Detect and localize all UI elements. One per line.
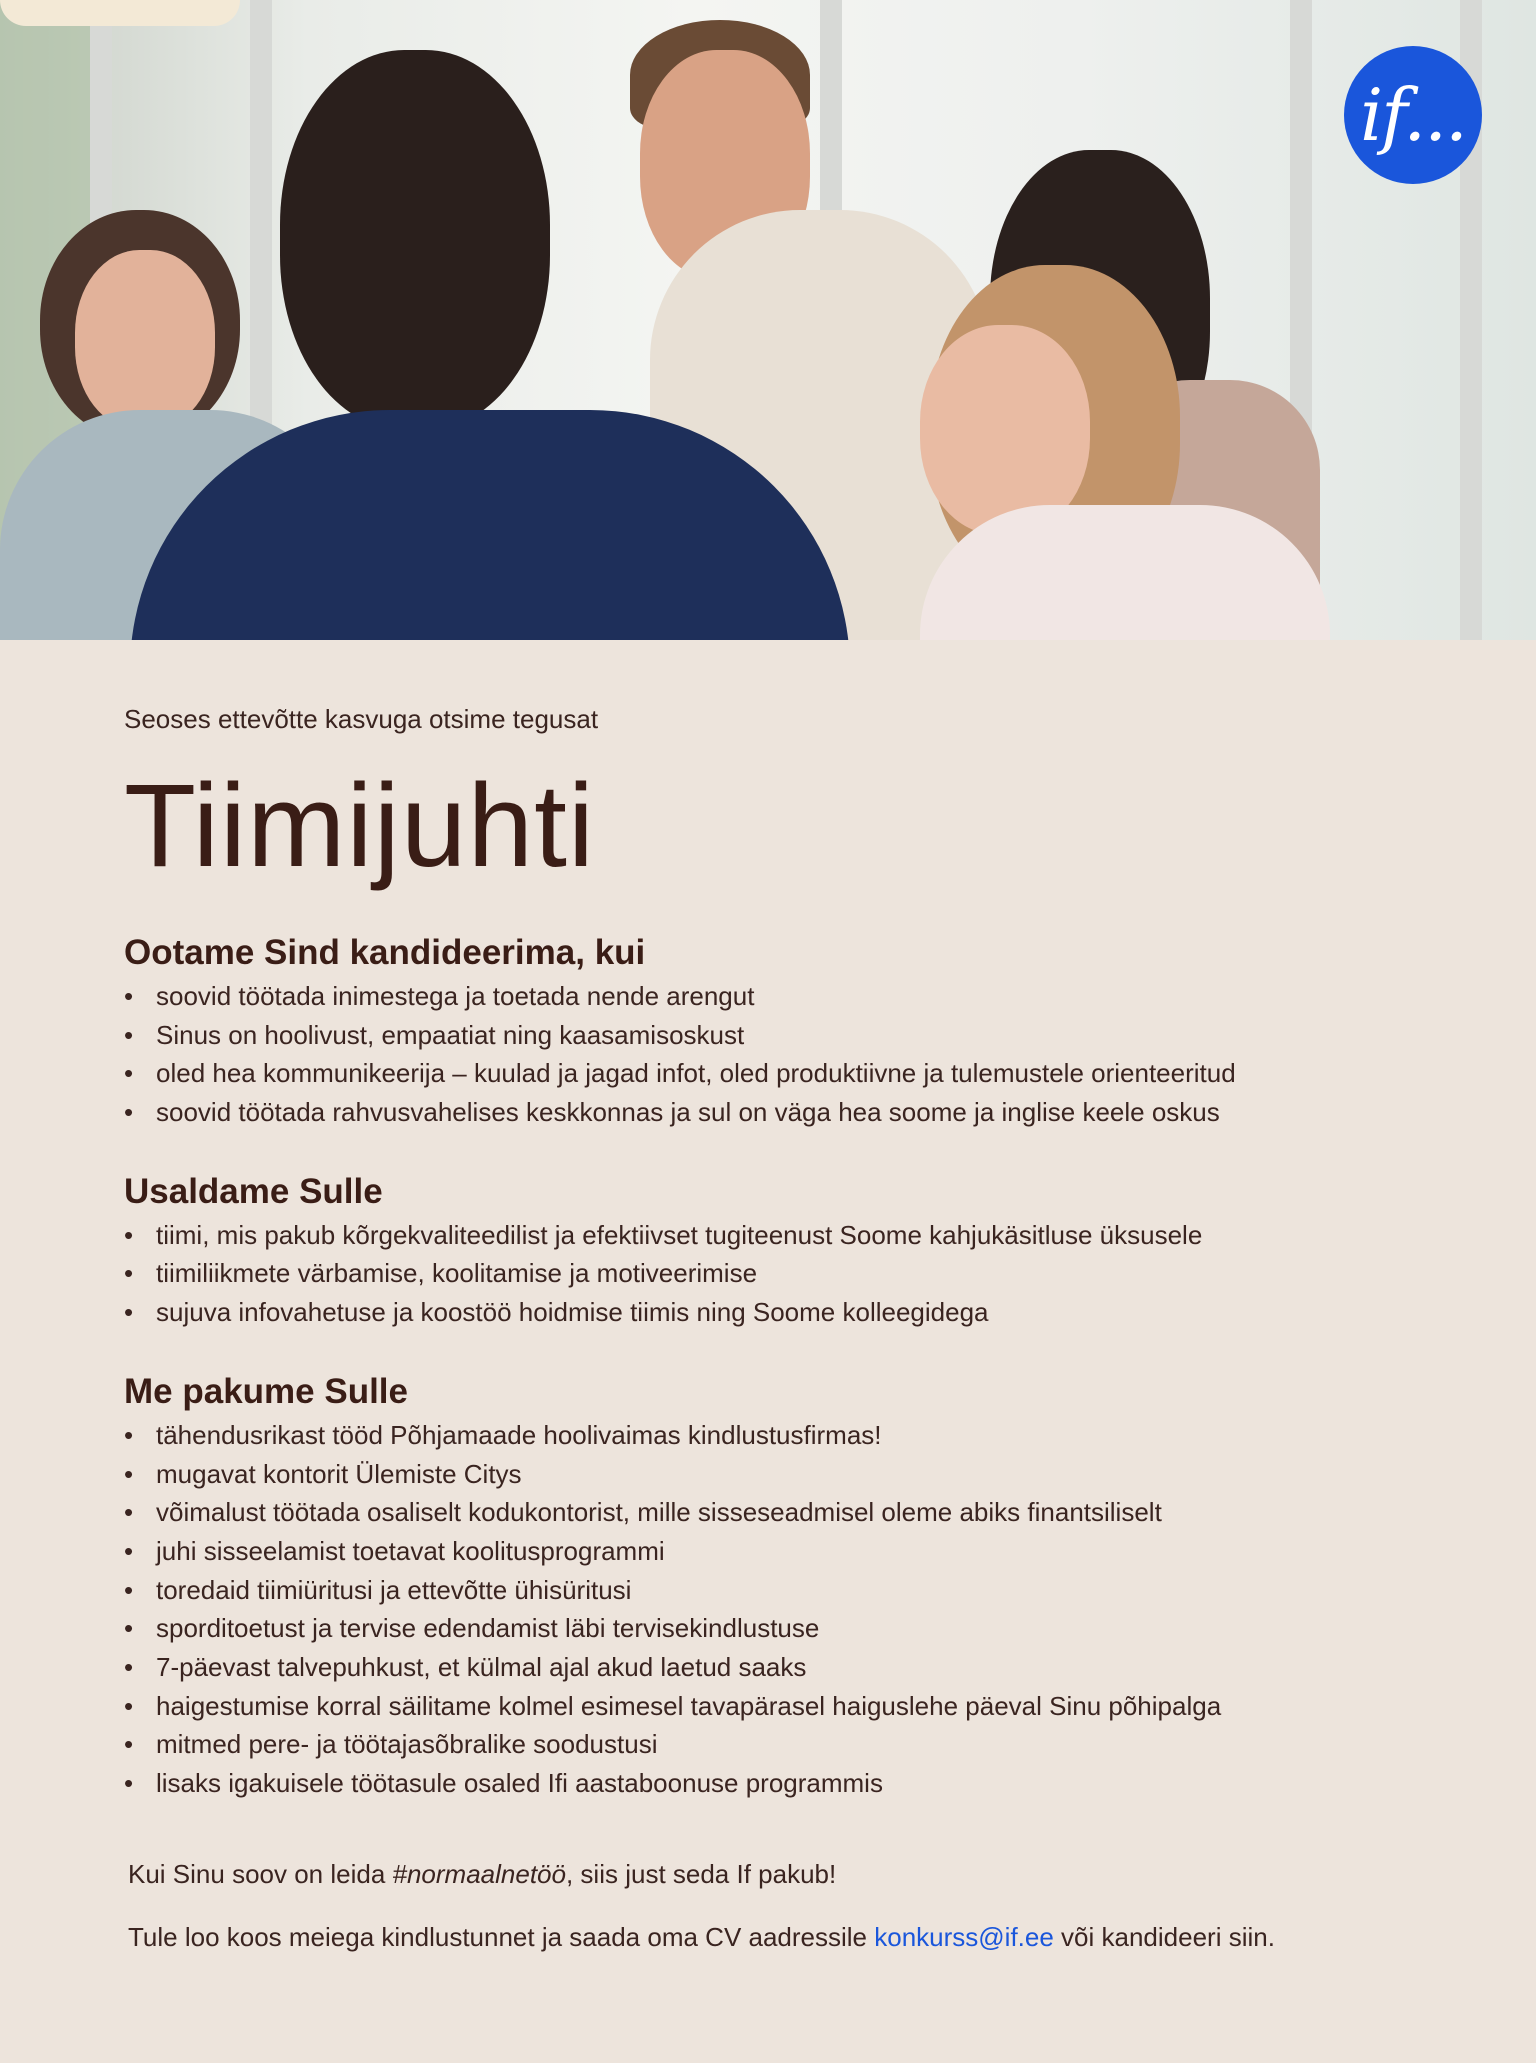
list-item: • soovid töötada inimestega ja toetada nende arengut [124,977,1444,1016]
lamp [0,0,240,26]
closing-text: või kandideeri siin. [1053,1921,1275,1952]
section-heading: Ootame Sind kandideerima, kui [124,932,646,972]
list-item: • 7-päevast talvepuhkust, et külmal ajal akud laetud saaks [124,1648,1444,1687]
section-heading: Usaldame Sulle [124,1171,383,1211]
list-item: • toredaid tiimiüritusi ja ettevõtte ühisüritusi [124,1571,1444,1610]
hashtag: #normaalnetöö [392,1858,566,1889]
list-item: • võimalust töötada osaliselt kodukontorist, mille sisseseadmisel oleme abiks finantsiliselt [124,1493,1444,1532]
bullet-list [124,1416,1444,1803]
email-link[interactable]: konkurss@if.ee [874,1921,1054,1952]
list-item: • Sinus on hoolivust, empaatiat ning kaasamisoskust [124,1016,1444,1055]
closing-paragraph-1 [128,1859,1444,1890]
page-title: Tiimijuhti [124,760,596,892]
person-foreground-man [130,50,850,640]
section-responsibilities [124,1172,1444,1332]
bullet-list [124,977,1444,1132]
hero-photo [0,0,1536,640]
list-item: • tähendusrikast tööd Põhjamaade hoolivaimas kindlustusfirmas! [124,1416,1444,1455]
list-item: • mugavat kontorit Ülemiste Citys [124,1455,1444,1494]
bullet-list [124,1216,1444,1332]
list-item: • soovid töötada rahvusvahelises keskkonnas ja sul on väga hea soome ja inglise keele oskus [124,1093,1444,1132]
job-ad-content [124,640,1444,1953]
list-item: • sporditoetust ja tervise edendamist läbi tervisekindlustuse [124,1609,1444,1648]
person-right-woman [900,265,1330,640]
section-heading: Me pakume Sulle [124,1371,408,1411]
list-item: • lisaks igakuisele töötasule osaled Ifi aastaboonuse programmis [124,1764,1444,1803]
list-item: • mitmed pere- ja töötajasõbralike soodustusi [124,1725,1444,1764]
closing-text: Kui Sinu soov on leida [128,1858,393,1889]
closing-text: Tule loo koos meiega kindlustunnet ja saada oma CV aadressile [128,1921,875,1952]
list-item: • haigestumise korral säilitame kolmel esimesel tavapärasel haiguslehe päeval Sinu põhipalga [124,1687,1444,1726]
section-requirements [124,933,1444,1132]
list-item: • tiimi, mis pakub kõrgekvaliteedilist ja efektiivset tugiteenust Soome kahjukäsitluse üksusele [124,1216,1444,1255]
if-logo: if... [1344,46,1482,184]
closing-paragraph-2 [128,1922,1444,1953]
list-item: • oled hea kommunikeerija – kuulad ja jagad infot, oled produktiivne ja tulemustele orienteeritud [124,1054,1444,1093]
closing-text: , siis just seda If pakub! [565,1858,837,1889]
list-item: • juhi sisseelamist toetavat koolitusprogrammi [124,1532,1444,1571]
section-benefits [124,1372,1444,1803]
list-item: • sujuva infovahetuse ja koostöö hoidmise tiimis ning Soome kolleegidega [124,1293,1444,1332]
list-item: • tiimiliikmete värbamise, koolitamise ja motiveerimise [124,1254,1444,1293]
intro-text: Seoses ettevõtte kasvuga otsime tegusat [124,704,599,734]
